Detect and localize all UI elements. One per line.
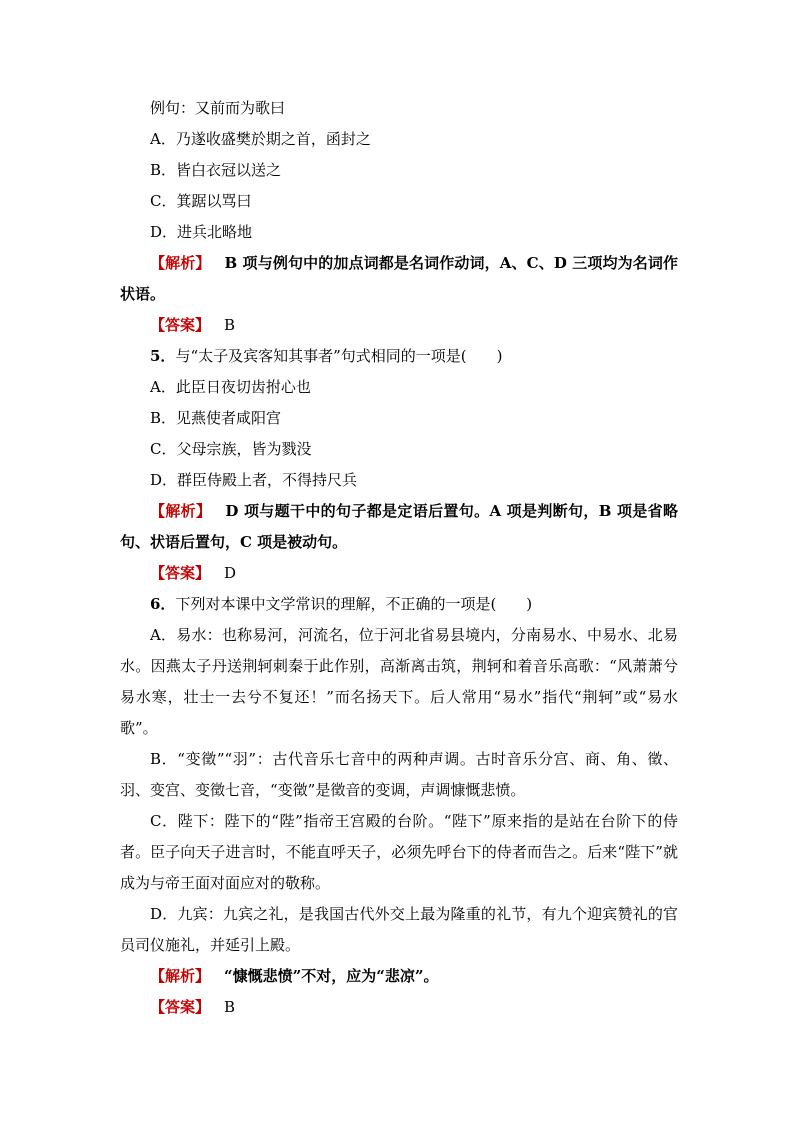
answer-tag: 【答案】	[150, 998, 211, 1016]
q6-number: 6．	[150, 595, 176, 613]
q6-stem-text: 下列对本课中文学常识的理解，不正确的一项是( )	[175, 595, 533, 613]
q6-option-b: B．“变徵”“羽”：古代音乐七音中的两种声调。古时音乐分宫、商、角、徵、羽、变宫、变徵七音，“变徵”是徵音的变调，声调慷慨悲愤。	[120, 750, 678, 799]
q4-option-d: D．进兵北略地	[150, 223, 253, 241]
q5-answer	[120, 558, 678, 589]
answer-tag: 【答案】	[150, 316, 211, 334]
answer-value: D	[224, 564, 237, 582]
q4-option-c: C．箕踞以骂曰	[150, 192, 252, 210]
answer-value: B	[224, 998, 236, 1016]
q6-answer	[120, 992, 678, 1023]
analysis-text: “慷慨悲愤”不对，应为“悲凉”。	[224, 967, 439, 985]
q4-option-b: B．皆白衣冠以送之	[150, 161, 282, 179]
example-sentence: 例句：又前而为歌曰	[150, 99, 286, 117]
answer-value: B	[224, 316, 236, 334]
q6-option-c: C．陛下：陛下的“陛”指帝王宫殿的台阶。“陛下”原来指的是站在台阶下的侍者。臣子向天子进言时，不能直呼天子，必须先呼台下的侍者而告之。后来“陛下”就成为与帝王面对面应对的敬称。	[120, 812, 678, 892]
q5-stem	[120, 341, 678, 372]
analysis-text: B 项与例句中的加点词都是名词作动词，A、C、D 三项均为名词作状语。	[120, 254, 678, 303]
q4-answer	[120, 310, 678, 341]
analysis-tag: 【解析】	[150, 967, 211, 985]
analysis-tag: 【解析】	[150, 502, 212, 520]
q5-option-b: B．见燕使者咸阳宫	[150, 409, 282, 427]
q5-stem-text: 与“太子及宾客知其事者”句式相同的一项是( )	[175, 347, 503, 365]
q6-option-a: A．易水：也称易河，河流名，位于河北省易县境内，分南易水、中易水、北易水。因燕太子丹送荆轲刺秦于此作别，高渐离击筑，荆轲和着音乐高歌：“风萧萧兮易水寒，壮士一去兮不复还！”而名扬天下。后人常用“易水”指代“荆轲”或“易水歌”。	[120, 626, 678, 737]
q5-number: 5．	[150, 347, 176, 365]
analysis-text: D 项与题干中的句子都是定语后置句。A 项是判断句，B 项是省略句、状语后置句，C 项是被动句。	[120, 502, 678, 551]
q4-option-a: A．乃遂收盛樊於期之首，函封之	[150, 130, 371, 148]
q5-option-a: A．此臣日夜切齿拊心也	[150, 378, 311, 396]
document-page	[120, 93, 678, 1023]
q5-option-c: C．父母宗族，皆为戮没	[150, 440, 312, 458]
answer-tag: 【答案】	[150, 564, 211, 582]
q6-stem	[120, 589, 678, 620]
q6-analysis	[120, 961, 678, 992]
q4-analysis	[120, 248, 678, 310]
q5-analysis	[120, 496, 678, 558]
q5-option-d: D．群臣侍殿上者，不得持尺兵	[150, 471, 358, 489]
analysis-tag: 【解析】	[150, 254, 211, 272]
q6-option-d: D．九宾：九宾之礼，是我国古代外交上最为隆重的礼节，有九个迎宾赞礼的官员司仪施礼，并延引上殿。	[120, 905, 678, 954]
